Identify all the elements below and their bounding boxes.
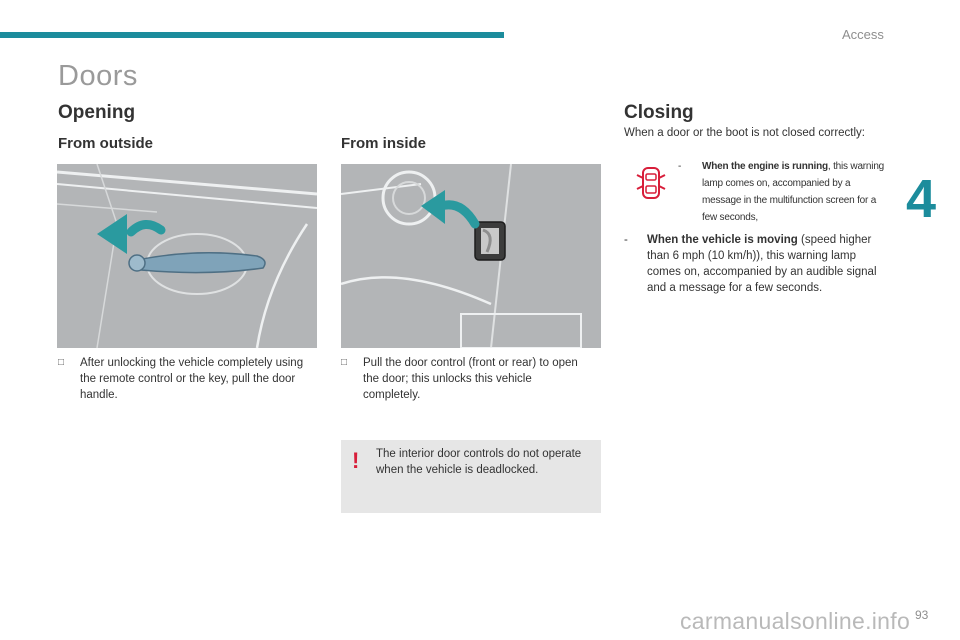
warning-exclamation-icon: ! — [352, 448, 360, 473]
from-inside-instruction — [341, 355, 591, 403]
closing-intro: When a door or the boot is not closed correctly: — [624, 127, 865, 139]
vehicle-moving-label: When the vehicle is moving — [647, 234, 798, 246]
interior-door-illustration — [341, 164, 601, 348]
opening-heading: Opening — [58, 102, 136, 123]
engine-running-label: When the engine is running — [702, 161, 828, 172]
list-dash: - — [678, 161, 682, 172]
engine-running-text: , this warning lamp comes on, accompanied by a message in the multifunction screen for a few seconds, — [702, 161, 885, 223]
chapter-number: 4 — [906, 169, 937, 229]
page-number: 93 — [915, 608, 929, 622]
deadlock-warning-text: The interior door controls do not operate when the vehicle is deadlocked. — [376, 448, 582, 476]
exterior-door-illustration — [57, 164, 317, 348]
closing-heading: Closing — [624, 102, 694, 123]
instruction-bullet-icon: □ — [341, 357, 348, 368]
section-label: Access — [842, 27, 884, 42]
list-dash: - — [624, 234, 628, 246]
door-open-warning-icon — [636, 166, 666, 200]
from-outside-instruction — [58, 355, 320, 403]
deadlock-warning-box — [341, 440, 601, 513]
from-inside-heading: From inside — [341, 135, 427, 152]
instruction-bullet-icon: □ — [58, 357, 65, 368]
page-title: Doors — [58, 60, 138, 92]
from-outside-heading: From outside — [58, 135, 154, 152]
engine-running-item — [678, 158, 888, 226]
watermark: carmanualsonline.info — [680, 608, 911, 634]
interior-door-control-image — [341, 164, 601, 348]
exterior-door-handle-image — [57, 164, 317, 348]
from-inside-instruction-text: Pull the door control (front or rear) to open the door; this unlocks this vehicle completely. — [363, 357, 578, 401]
vehicle-moving-item — [624, 232, 884, 296]
vehicle-moving-text: (speed higher than 6 mph (10 km/h)), this warning lamp comes on, accompanied by an audible signal and a message for a few seconds. — [647, 234, 877, 294]
header-accent-rule — [0, 32, 504, 38]
from-outside-instruction-text: After unlocking the vehicle completely using the remote control or the key, pull the door handle. — [80, 357, 304, 401]
